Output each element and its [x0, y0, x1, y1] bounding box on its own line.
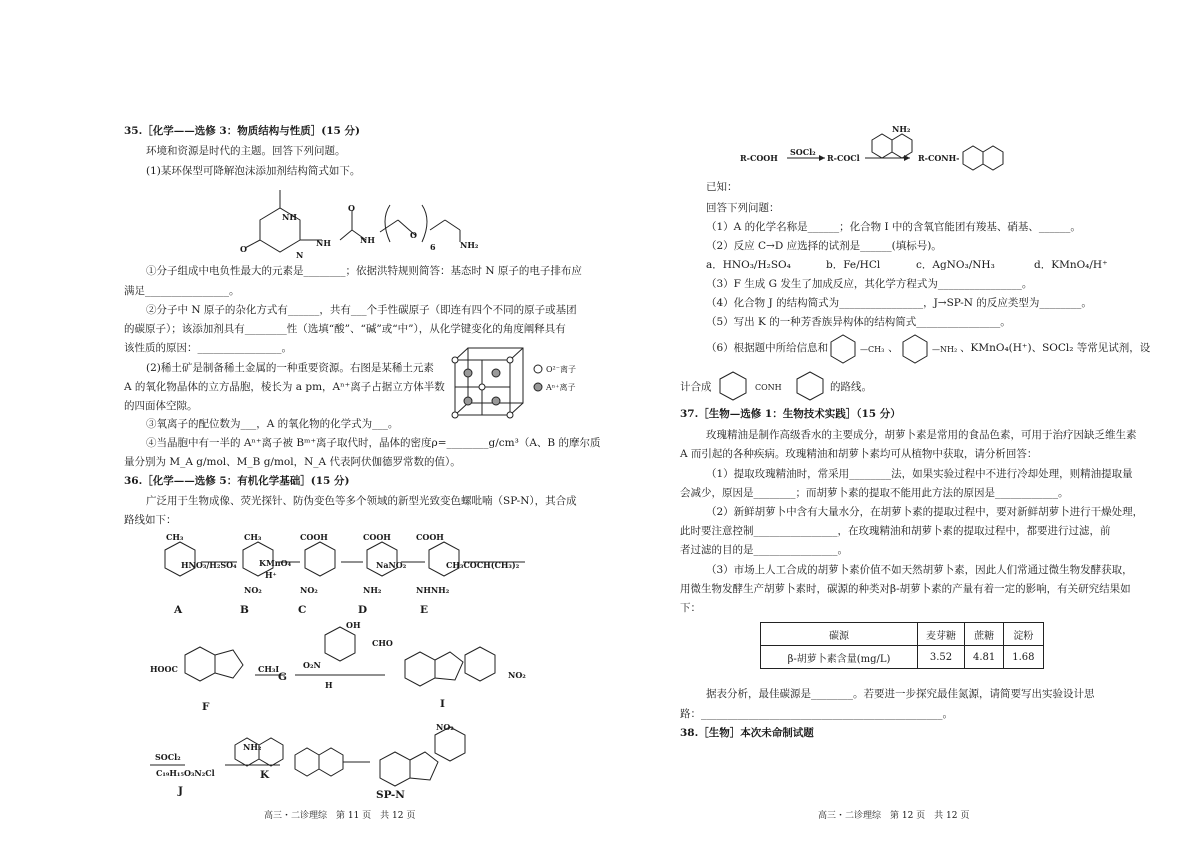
carbon-source-table	[760, 622, 1044, 669]
substituent-label: CH₃	[244, 532, 262, 542]
mol-label: O	[410, 230, 417, 240]
table-header: 麦芽糖	[918, 623, 965, 646]
reagent-label: HNO₃/H₂SO₄	[181, 560, 237, 570]
reagent-label: CH₃I	[258, 664, 280, 674]
table-cell: 4.81	[965, 646, 1004, 669]
compound-label: SP-N	[376, 789, 405, 801]
synthesis-row-1	[145, 540, 545, 610]
table-header: 碳源	[761, 623, 918, 646]
table-header-row	[761, 623, 1044, 646]
q37-2-cont2: 者过滤的目的是________________。	[680, 544, 848, 556]
substituent-label: NHNH₂	[416, 585, 450, 595]
q36-6a: （6）根据题中所给信息和	[706, 342, 829, 354]
q36-title: 36.［化学——选修 5：有机化学基础］(15 分)	[124, 475, 350, 487]
q36-1: （1）A 的化学名称是______；化合物 I 中的含氧官能团有羧基、硝基、______。	[706, 221, 1081, 233]
j-formula: C₁₉H₁₅O₃N₂Cl	[156, 768, 215, 778]
q37-3-cont: 用微生物发酵生产胡萝卜素时，碳源的种类对β-胡萝卜素的产量有着一定的影响，有关研究结果如	[680, 583, 1131, 595]
scheme-text: SOCl₂	[790, 147, 816, 157]
benzanilide-ring-1	[715, 370, 755, 400]
compound-label: C	[298, 604, 307, 616]
reagent-label: NaNO₂	[376, 560, 407, 570]
aniline-structure	[900, 334, 930, 362]
q35-title: 35.［化学——选修 3：物质结构与性质］(15 分)	[124, 125, 360, 137]
substituent-label: NO₂	[244, 585, 262, 595]
table-cell: 1.68	[1004, 646, 1043, 669]
synthesis-row-3	[145, 725, 565, 805]
compound-label: A	[174, 604, 183, 616]
substituent-label: NO₂	[436, 722, 454, 732]
q37-1-cont: 会减少，原因是________；而胡萝卜素的提取不能用此方法的原因是____________。	[680, 487, 1069, 499]
synthesis-row-2	[145, 630, 545, 700]
substituent-label: NH₂	[363, 585, 382, 595]
q36-2: （2）反应 C→D 应选择的试剂是______(填标号)。	[706, 240, 942, 252]
substituent-label: NO₂	[300, 585, 318, 595]
substituent-label: COOH	[300, 532, 328, 542]
compound-label: K	[260, 769, 270, 781]
legend-oxide: O²⁻离子	[546, 365, 576, 374]
scheme-text: R-COOH	[740, 153, 778, 163]
reagent-label: CH₃COCH(CH₃)₂	[446, 560, 520, 570]
toluene-ch3: —CH₃	[860, 345, 885, 354]
mol-label: NH₂	[460, 240, 479, 250]
q35-1b-cont2: 该性质的原因：________________。	[124, 342, 292, 354]
table-header: 淀粉	[1004, 623, 1043, 646]
q37-4: 据表分析，最佳碳源是________。若要进一步探究最佳氮源，请简要写出实验设计思	[706, 688, 1095, 700]
q36-2-option-d: d．KMnO₄/H⁺	[1034, 259, 1108, 271]
oxide-ion-legend-icon	[533, 364, 543, 374]
q35-1b-cont: 的碳原子）；该添加剂具有________性（选填“酸”、“碱”或“中”），从化学键变化的角度阐释具有	[124, 323, 566, 335]
compound-label: E	[420, 604, 429, 616]
q37-2-cont: 此时要注意控制________________，在玫瑰精油和胡萝卜素的提取过程中，都要进行过滤，前	[680, 525, 1111, 537]
q35-2e: ④当晶胞中有一半的 Aⁿ⁺离子被 Bᵐ⁺离子取代时，晶体的密度ρ=________g/cm³（A、B 的摩尔质	[146, 437, 601, 449]
compound-label: F	[202, 701, 210, 713]
compound-label: I	[440, 698, 445, 710]
q35-part2-cont2: 的四面体空隙。	[124, 400, 198, 412]
q37-3: （3）市场上人工合成的胡萝卜素价值不如天然胡萝卜素，因此人们常通过微生物发酵获取，	[706, 564, 1133, 576]
substituent-label: HOOC	[150, 664, 178, 674]
q36-intro-cont: 路线如下：	[124, 514, 177, 526]
q36-5: （5）写出 K 的一种芳香族异构体的结构简式________________。	[706, 316, 1011, 328]
substituent-label: NH₂	[243, 742, 262, 752]
compound-label: B	[240, 604, 249, 616]
reagent-label: SOCl₂	[155, 752, 181, 762]
benzanilide-ring-2	[792, 370, 832, 400]
q36-6d: 的路线。	[830, 381, 872, 393]
amide-link: CONH	[755, 383, 782, 392]
right-page	[600, 0, 1200, 849]
mol-label: NH	[316, 238, 331, 248]
compound-label: G	[278, 671, 287, 683]
known-label: 已知：	[706, 181, 738, 193]
q36-6c: 计合成	[680, 381, 712, 393]
mol-label: 6	[430, 242, 436, 252]
q37-title: 37.［生物—选修 1：生物技术实践］（15 分）	[680, 408, 901, 420]
substituent-label: OH	[346, 620, 361, 630]
q37-2: （2）新鲜胡萝卜中含有大量水分，在胡萝卜素的提取过程中，要对新鲜胡萝卜进行干燥处理，	[706, 506, 1144, 518]
q36-2-option-a: a．HNO₃/H₂SO₄	[706, 259, 791, 271]
table-header: 蔗糖	[965, 623, 1004, 646]
q37-3-cont2: 下：	[680, 602, 701, 614]
q36-3: （3）F 生成 G 发生了加成反应，其化学方程式为________________。	[706, 278, 1033, 290]
q36-2-option-b: b．Fe/HCl	[826, 259, 881, 271]
q36-intro: 广泛用于生物成像、荧光探针、防伪变色等多个领域的新型光致变色螺吡喃（SP-N），其合成	[146, 495, 577, 507]
cation-legend-icon	[533, 382, 543, 392]
crystal-cell-diagram	[450, 345, 530, 425]
q35-2d: ③氧离子的配位数为___，A 的氧化物的化学式为___。	[146, 418, 399, 430]
q38-title: 38.［生物］本次未命制试题	[680, 727, 814, 739]
answer-intro: 回答下列问题：	[706, 202, 780, 214]
scheme-text: R-CONH-	[918, 153, 960, 163]
substituent-label: O₂N	[303, 660, 321, 670]
mol-label: O	[240, 244, 247, 254]
mol-label: N	[296, 250, 304, 260]
q36-4: （4）化合物 J 的结构简式为________________，J→SP-N 的反应类型为________。	[706, 297, 1092, 309]
q35-1a-cont: 满足________________。	[124, 285, 240, 297]
q37-1: （1）提取玫瑰精油时，常采用________法，如果实验过程中不进行冷却处理，则精油提取量	[706, 468, 1133, 480]
reagent-label: KMnO₄	[259, 558, 292, 568]
table-cell: 3.52	[918, 646, 965, 669]
mol-label: NH	[282, 212, 297, 222]
substituent-label: CHO	[372, 638, 393, 648]
table-row	[761, 646, 1044, 669]
q37-intro-cont: A 而引起的各种疾病。玫瑰精油和胡萝卜素均可从植物中获取，请分析回答：	[680, 448, 1038, 460]
substituent-label: COOH	[363, 532, 391, 542]
reagent-label: H	[325, 680, 333, 690]
q37-4-cont: 路：______________________________________________。	[680, 708, 953, 720]
substituent-label: NO₂	[508, 670, 526, 680]
conjunction: 、	[888, 342, 899, 354]
compound-label: J	[178, 785, 183, 797]
q35-part1: (1)某环保型可降解泡沫添加剂结构简式如下。	[146, 165, 361, 177]
page-footer: 高三・二诊理综 第 11 页 共 12 页	[264, 811, 416, 821]
aniline-nh2: —NH₂	[932, 345, 958, 354]
q35-part2-cont: A 的氧化物晶体的立方晶胞，棱长为 a pm，Aⁿ⁺离子占据立方体半数	[124, 381, 445, 393]
substituent-label: CH₃	[166, 532, 184, 542]
q35-part2: (2)稀土矿是制备稀土金属的一种重要资源。右图是某稀土元素	[146, 362, 434, 374]
q36-6b: 、KMnO₄(H⁺)、SOCl₂ 等常见试剂，设	[960, 342, 1151, 354]
legend-cation: Aⁿ⁺离子	[546, 383, 576, 392]
q35-intro: 环境和资源是时代的主题。回答下列问题。	[146, 145, 346, 157]
q36-2-option-c: c．AgNO₃/NH₃	[916, 259, 995, 271]
scheme-text: NH₂	[892, 124, 911, 134]
q35-1b: ②分子中 N 原子的杂化方式有______，共有___个手性碳原子（即连有四个不同的原子或基团	[146, 304, 577, 316]
scheme-text: R-COCl	[827, 153, 860, 163]
q35-1a: ①分子组成中电负性最大的元素是________；依据洪特规则简答：基态时 N 原子的电子排布应	[146, 265, 582, 277]
q37-intro: 玫瑰精油是制作高级香水的主要成分，胡萝卜素是常用的食品色素，可用于治疗因缺乏维生素	[706, 429, 1137, 441]
mol-label: NH	[360, 235, 375, 245]
reagent-label: H⁺	[265, 570, 277, 580]
table-row-label: β-胡萝卜素含量(mg/L)	[761, 646, 918, 669]
mol-label: O	[348, 203, 355, 213]
additive-structure-diagram	[230, 180, 490, 260]
substituent-label: COOH	[416, 532, 444, 542]
toluene-structure	[828, 334, 858, 362]
q35-2f: 量分别为 M_A g/mol、M_B g/mol，N_A 代表阿伏伽德罗常数的值）。	[124, 456, 461, 468]
page-footer: 高三・二诊理综 第 12 页 共 12 页	[818, 811, 970, 821]
compound-label: D	[358, 604, 368, 616]
